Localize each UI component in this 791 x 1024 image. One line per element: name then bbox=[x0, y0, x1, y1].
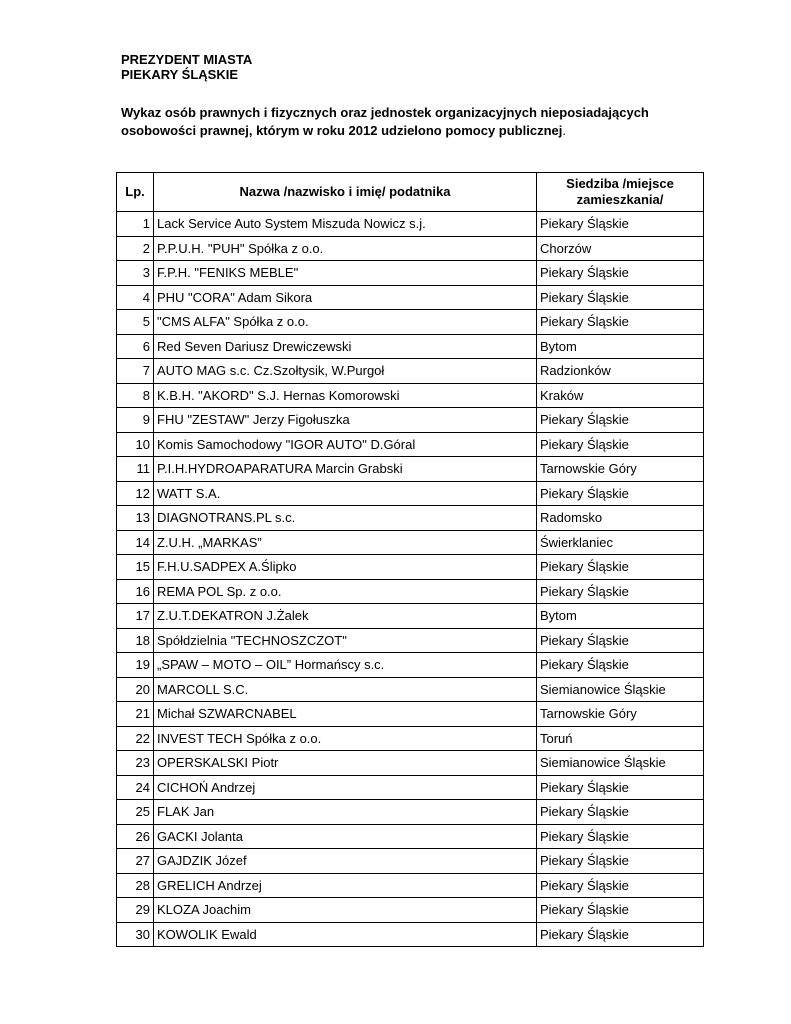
row-city: Piekary Śląskie bbox=[537, 432, 704, 457]
row-lp: 10 bbox=[117, 432, 154, 457]
row-city: Piekary Śląskie bbox=[537, 800, 704, 825]
row-lp: 26 bbox=[117, 824, 154, 849]
row-lp: 23 bbox=[117, 751, 154, 776]
table-row bbox=[117, 383, 704, 408]
row-lp: 30 bbox=[117, 922, 154, 947]
row-city: Piekary Śląskie bbox=[537, 653, 704, 678]
table-row bbox=[117, 604, 704, 629]
table-row bbox=[117, 775, 704, 800]
beneficiaries-table bbox=[116, 172, 704, 947]
row-lp: 28 bbox=[117, 873, 154, 898]
table-header-row bbox=[117, 173, 704, 212]
row-name: Komis Samochodowy "IGOR AUTO" D.Góral bbox=[154, 432, 537, 457]
row-city: Piekary Śląskie bbox=[537, 481, 704, 506]
table-row bbox=[117, 702, 704, 727]
table-row bbox=[117, 310, 704, 335]
row-name: FHU "ZESTAW" Jerzy Figołuszka bbox=[154, 408, 537, 433]
table-row bbox=[117, 334, 704, 359]
table-row bbox=[117, 922, 704, 947]
row-city: Toruń bbox=[537, 726, 704, 751]
row-name: „SPAW – MOTO – OIL” Hormańscy s.c. bbox=[154, 653, 537, 678]
table-row bbox=[117, 506, 704, 531]
row-lp: 12 bbox=[117, 481, 154, 506]
row-city: Świerklaniec bbox=[537, 530, 704, 555]
row-lp: 3 bbox=[117, 261, 154, 286]
row-city: Bytom bbox=[537, 334, 704, 359]
row-lp: 24 bbox=[117, 775, 154, 800]
row-lp: 13 bbox=[117, 506, 154, 531]
table-row bbox=[117, 653, 704, 678]
row-lp: 16 bbox=[117, 579, 154, 604]
row-name: K.B.H. "AKORD" S.J. Hernas Komorowski bbox=[154, 383, 537, 408]
table-row bbox=[117, 555, 704, 580]
row-lp: 2 bbox=[117, 236, 154, 261]
table-row bbox=[117, 432, 704, 457]
table-row bbox=[117, 212, 704, 237]
row-city: Radzionków bbox=[537, 359, 704, 384]
row-city: Radomsko bbox=[537, 506, 704, 531]
row-lp: 15 bbox=[117, 555, 154, 580]
table-row bbox=[117, 726, 704, 751]
row-name: KOWOLIK Ewald bbox=[154, 922, 537, 947]
header-city: Siedziba /miejsce zamieszkania/ bbox=[537, 173, 704, 212]
table-row bbox=[117, 261, 704, 286]
row-city: Piekary Śląskie bbox=[537, 579, 704, 604]
row-city: Piekary Śląskie bbox=[537, 212, 704, 237]
row-city: Piekary Śląskie bbox=[537, 898, 704, 923]
row-name: REMA POL Sp. z o.o. bbox=[154, 579, 537, 604]
row-lp: 25 bbox=[117, 800, 154, 825]
row-name: Lack Service Auto System Miszuda Nowicz s.j. bbox=[154, 212, 537, 237]
document-header bbox=[121, 52, 252, 82]
row-name: Red Seven Dariusz Drewiczewski bbox=[154, 334, 537, 359]
row-city: Bytom bbox=[537, 604, 704, 629]
row-lp: 19 bbox=[117, 653, 154, 678]
header-lp: Lp. bbox=[117, 173, 154, 212]
row-city: Piekary Śląskie bbox=[537, 310, 704, 335]
table-row bbox=[117, 359, 704, 384]
row-name: Z.U.T.DEKATRON J.Żalek bbox=[154, 604, 537, 629]
row-city: Piekary Śląskie bbox=[537, 261, 704, 286]
row-name: Spółdzielnia "TECHNOSZCZOT" bbox=[154, 628, 537, 653]
intro-paragraph bbox=[121, 104, 711, 140]
row-city: Piekary Śląskie bbox=[537, 555, 704, 580]
row-city: Chorzów bbox=[537, 236, 704, 261]
table-row bbox=[117, 628, 704, 653]
table-row bbox=[117, 530, 704, 555]
table-row bbox=[117, 849, 704, 874]
row-name: OPERSKALSKI Piotr bbox=[154, 751, 537, 776]
row-city: Piekary Śląskie bbox=[537, 285, 704, 310]
row-name: P.I.H.HYDROAPARATURA Marcin Grabski bbox=[154, 457, 537, 482]
row-lp: 6 bbox=[117, 334, 154, 359]
row-lp: 20 bbox=[117, 677, 154, 702]
header-line-1: PREZYDENT MIASTA bbox=[121, 52, 253, 67]
table-row bbox=[117, 677, 704, 702]
row-city: Piekary Śląskie bbox=[537, 922, 704, 947]
row-name: DIAGNOTRANS.PL s.c. bbox=[154, 506, 537, 531]
row-name: GRELICH Andrzej bbox=[154, 873, 537, 898]
table-row bbox=[117, 800, 704, 825]
row-lp: 8 bbox=[117, 383, 154, 408]
row-lp: 11 bbox=[117, 457, 154, 482]
row-name: F.H.U.SADPEX A.Ślipko bbox=[154, 555, 537, 580]
row-city: Siemianowice Śląskie bbox=[537, 751, 704, 776]
row-name: MARCOLL S.C. bbox=[154, 677, 537, 702]
row-city: Kraków bbox=[537, 383, 704, 408]
row-lp: 18 bbox=[117, 628, 154, 653]
header-name: Nazwa /nazwisko i imię/ podatnika bbox=[154, 173, 537, 212]
row-name: FLAK Jan bbox=[154, 800, 537, 825]
row-name: GACKI Jolanta bbox=[154, 824, 537, 849]
row-lp: 4 bbox=[117, 285, 154, 310]
row-lp: 1 bbox=[117, 212, 154, 237]
table-row bbox=[117, 824, 704, 849]
row-name: Michał SZWARCNABEL bbox=[154, 702, 537, 727]
row-lp: 5 bbox=[117, 310, 154, 335]
row-city: Tarnowskie Góry bbox=[537, 457, 704, 482]
row-lp: 9 bbox=[117, 408, 154, 433]
row-name: PHU "CORA" Adam Sikora bbox=[154, 285, 537, 310]
table-row bbox=[117, 285, 704, 310]
row-lp: 22 bbox=[117, 726, 154, 751]
row-name: WATT S.A. bbox=[154, 481, 537, 506]
row-lp: 7 bbox=[117, 359, 154, 384]
intro-end: . bbox=[562, 123, 566, 138]
row-lp: 17 bbox=[117, 604, 154, 629]
row-lp: 21 bbox=[117, 702, 154, 727]
row-name: CICHOŃ Andrzej bbox=[154, 775, 537, 800]
row-lp: 27 bbox=[117, 849, 154, 874]
row-name: AUTO MAG s.c. Cz.Szołtysik, W.Purgoł bbox=[154, 359, 537, 384]
row-city: Piekary Śląskie bbox=[537, 849, 704, 874]
row-name: INVEST TECH Spółka z o.o. bbox=[154, 726, 537, 751]
row-city: Piekary Śląskie bbox=[537, 873, 704, 898]
row-name: GAJDZIK Józef bbox=[154, 849, 537, 874]
table-row bbox=[117, 236, 704, 261]
row-name: F.P.H. "FENIKS MEBLE" bbox=[154, 261, 537, 286]
table-row bbox=[117, 457, 704, 482]
table-row bbox=[117, 481, 704, 506]
row-lp: 14 bbox=[117, 530, 154, 555]
row-name: KLOZA Joachim bbox=[154, 898, 537, 923]
table-row bbox=[117, 751, 704, 776]
row-city: Piekary Śląskie bbox=[537, 408, 704, 433]
table-row bbox=[117, 898, 704, 923]
row-city: Piekary Śląskie bbox=[537, 824, 704, 849]
row-city: Piekary Śląskie bbox=[537, 628, 704, 653]
row-name: "CMS ALFA" Spółka z o.o. bbox=[154, 310, 537, 335]
table-row bbox=[117, 408, 704, 433]
table-row bbox=[117, 873, 704, 898]
row-city: Tarnowskie Góry bbox=[537, 702, 704, 727]
row-city: Siemianowice Śląskie bbox=[537, 677, 704, 702]
row-name: P.P.U.H. "PUH" Spółka z o.o. bbox=[154, 236, 537, 261]
header-line-2: PIEKARY ŚLĄSKIE bbox=[121, 67, 239, 82]
intro-text: Wykaz osób prawnych i fizycznych oraz jednostek organizacyjnych nieposiadających osobowości prawnej, którym w roku 2012 udzielono pomocy publicznej bbox=[121, 105, 649, 138]
row-lp: 29 bbox=[117, 898, 154, 923]
table-row bbox=[117, 579, 704, 604]
row-name: Z.U.H. „MARKAS” bbox=[154, 530, 537, 555]
row-city: Piekary Śląskie bbox=[537, 775, 704, 800]
